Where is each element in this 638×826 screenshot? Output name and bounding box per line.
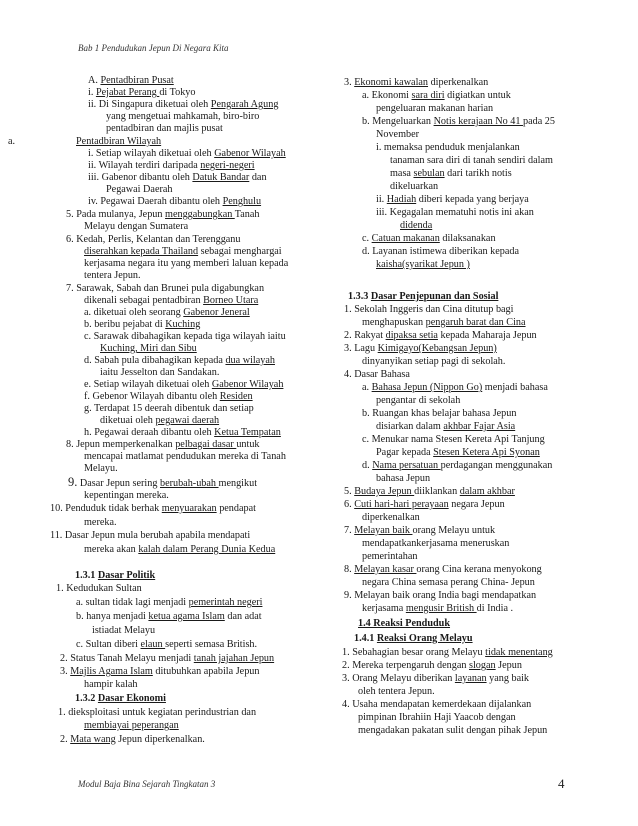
underlined-term: Gabenor Jeneral [183,307,250,318]
text-segment: 2. Status Tanah Melayu menjadi [60,653,194,664]
text-segment: dan [249,172,267,183]
text-segment: c. Menukar nama Stesen Kereta Api Tanjung [362,434,545,445]
text-segment: yang mengetuai mahkamah, biro-biro [106,111,260,122]
text-segment: istiadat Melayu [92,625,156,636]
right-line-pemerintahan [362,551,417,563]
text-segment: Jepun [495,660,522,671]
right-line-diperkenalkan [362,512,420,524]
text-segment: digiatkan untuk [444,90,511,101]
text-segment: kerjasama [362,603,406,614]
right-line-menghapuskan-pengaruh-barat-dan-cina [362,317,526,329]
underlined-term: Pentadbiran Pusat [100,75,174,86]
text-segment: 4. Usaha mendapatan kemerdekaan dijalankan [342,699,532,710]
text-segment: d. Sabah pula dibahagikan kepada [84,355,226,366]
right-line-november [376,129,419,141]
underlined-term: Majlis Agama Islam [70,666,153,677]
text-segment: pemerintahan [362,551,418,562]
text-segment: pada 25 [522,116,555,127]
page-footer: Modul Baja Bina Sejarah Tingkatan 3 [78,779,216,789]
underlined-term: Pejabat Perang [95,87,160,98]
underlined-term: didenda [400,220,433,231]
text-segment: pentadbiran dan majlis pusat [106,123,223,134]
right-line-kerjasama-mengusir-british-di-india [362,603,513,615]
underlined-term: Stesen Ketera Api Syonan [433,447,540,458]
text-segment: f. Gebenor Wilayah dibantu oleh [84,391,220,402]
text-segment: iv. Pegawai Daerah dibantu oleh [88,196,223,207]
right-line-2-mereka-terpengaruh-dengan-slogan-jepun [342,660,522,672]
text-segment: 1. Sekolah Inggeris dan Cina ditutup bagi [344,304,514,315]
right-line-d-nama-persatuan-perdagangan-menggunakan [362,460,552,472]
right-line-8-melayan-kasar-orang-cina-kerana-menyok [344,564,542,576]
text-segment: 1. Sebahagian besar orang Melayu [342,647,486,658]
right-line-pagar-kepada-stesen-ketera-api-syonan [376,447,540,459]
right-line-kaisha-syarikat-jepun [376,259,470,271]
right-line-1-4-reaksi-penduduk [358,618,450,630]
right-line-b-ruangan-khas-belajar-bahasa-jepun [362,408,516,420]
right-line-negara-china-semasa-perang-china-jepun [362,577,535,589]
underlined-term: Kuching [165,319,201,330]
right-line-ii-hadiah-diberi-kepada-yang-berjaya [376,194,529,206]
text-segment: menjadi bahasa [482,382,548,393]
underlined-term: Dasar Penjepunan dan Sosial [370,291,499,302]
text-segment: dikeluarkan [390,181,439,192]
text-segment: 1.3.2 [75,693,96,704]
text-segment: d. Layanan istimewa diberikan kepada [362,246,519,257]
text-segment: ii. Di Singapura diketuai oleh [88,99,211,110]
underlined-term: menyuarakan [161,503,217,514]
text-segment: dikenali sebagai pentadbiran [84,295,204,306]
text-segment: c. [362,233,372,244]
text-segment: di Tokyo [159,87,196,98]
text-segment: c. Sultan diberi [76,639,141,650]
right-line-pengantar-di-sekolah [376,395,460,407]
text-segment: a. [8,136,16,147]
text-segment: 2. Mereka terpengaruh dengan [342,660,470,671]
right-line-1-4-1-reaksi-orang-melayu [354,633,473,645]
text-segment: iii. Kegagalan mematuhi notis ini akan [376,207,534,218]
underlined-term: elaun [140,639,166,650]
right-line-b-mengeluarkan-notis-kerajaan-no-41-pada [362,116,555,128]
underlined-term: pemerintah negeri [188,597,263,608]
text-segment: negara China semasa perang China- Jepun [362,577,535,588]
right-line-1-3-3-dasar-penjepunan-dan-sosial [348,291,498,303]
text-segment: 3. Lagu [344,343,378,354]
underlined-term: Penghulu [222,196,262,207]
text-segment: 8. Jepun memperkenalkan [66,439,176,450]
page-number: 4 [558,776,565,791]
text-segment: seperti semasa British. [165,639,258,650]
underlined-term: Nama persatuan [372,460,441,471]
text-segment: i. Setiap wilayah diketuai oleh [88,148,215,159]
right-line-a-ekonomi-sara-diri-digiatkan-untuk [362,90,511,102]
right-line-bahasa-jepun [376,473,430,485]
text-segment: sebagai menghargai [198,246,282,257]
underlined-term: membiayai peperangan [84,720,179,731]
underlined-term: Melayan baik [354,525,413,536]
text-segment: 1. Kedudukan Sultan [56,583,142,594]
underlined-term: mengusir British [405,603,477,614]
text-segment: b. Mengeluarkan [362,116,434,127]
text-segment: Pagar kepada [376,447,434,458]
text-segment: i. [88,87,96,98]
text-segment: dan adat [224,611,262,622]
text-segment: hampir kalah [84,679,138,690]
text-segment: d. [362,460,373,471]
text-segment: pengantar di sekolah [376,395,461,406]
text-segment: tanaman sara diri di tanah sendiri dalam [390,155,553,166]
text-segment: untuk [236,439,260,450]
right-line-tanaman-sara-diri-di-tanah-sendiri-dalam [390,155,553,167]
text-segment: g. Terdapat 15 deerah dibentuk dan setiap [84,403,254,414]
text-segment: di India . [476,603,514,614]
text-segment: tentera Jepun. [84,270,141,281]
text-segment: masa [390,168,414,179]
underlined-term: tidak menentang [485,647,553,658]
text-segment: 3. [344,77,355,88]
underlined-term: kalah dalam Perang Dunia Kedua [138,544,276,555]
text-segment: diketuai oleh [100,415,156,426]
text-segment: diberi kepada yang berjaya [416,194,529,205]
text-segment: Jepun diperkenalkan. [115,734,205,745]
text-segment: perdagangan menggunakan [440,460,553,471]
underlined-term: Catuan makanan [371,233,440,244]
text-segment: yang baik [486,673,530,684]
right-line-1-sekolah-inggeris-dan-cina-ditutup-bagi [344,304,513,316]
underlined-term: akhbar Fajar Asia [443,421,516,432]
text-segment: 2. [60,734,71,745]
text-segment: h. Pegawai deraah dibantu oleh [84,427,215,438]
text-segment: 1.3.1 [75,570,96,581]
underlined-term: Dasar Politik [97,570,156,581]
underlined-term: Budaya Jepun [354,486,415,497]
right-line-mendapatkankerjasama-meneruskan [362,538,509,550]
text-segment: mencapai matlamat pendudukan mereka di Tanah [84,451,286,462]
text-segment: A. [88,75,101,86]
text-segment: disiarkan dalam [376,421,444,432]
underlined-term: dipaksa setia [385,330,438,341]
underlined-term: layanan [454,673,487,684]
text-segment: kepada Maharaja Jepun [437,330,537,341]
right-line-mengadakan-pakatan-sulit-dengan-pihak-je [358,725,547,737]
underlined-term: menggabungkan [165,209,235,220]
underlined-term: Ketua Tempatan [214,427,281,438]
text-segment: ditubuhkan apabila Jepun [152,666,260,677]
right-line-oleh-tentera-jepun [358,686,435,698]
text-segment: a. diketuai oleh seorang [84,307,184,318]
right-line-3-ekonomi-kawalan-diperkenalkan [344,77,488,89]
text-segment: kerjasama negara itu yang memberi laluan kepada [84,258,289,269]
right-line-4-usaha-mendapatan-kemerdekaan-dijalanka [342,699,531,711]
underlined-term: pelbagai dasar [175,439,237,450]
text-segment: 5. Pada mulanya, Jepun [66,209,166,220]
text-segment: 9. [68,475,78,489]
text-segment: negara Jepun [448,499,505,510]
text-segment: 10. Penduduk tidak berhak [50,503,162,514]
text-segment: November [376,129,419,140]
underlined-term: Notis kerajaan No 41 [433,116,523,127]
text-segment: kepentingan mereka. [84,490,169,501]
text-segment: ii. Wilayah terdiri daripada [88,160,201,171]
right-line-didenda [400,220,432,232]
underlined-term: 1.4 Reaksi Penduduk [358,618,451,629]
text-segment: orang Cina kerana menyokong [416,564,542,575]
text-segment: mengadakan pakatan sulit dengan pihak Jepun [358,725,548,736]
text-segment: 6. [344,499,355,510]
underlined-term: sara diri [411,90,445,101]
text-segment: dilaksanakan [439,233,496,244]
text-segment: Melayu. [84,463,118,474]
right-line-masa-sebulan-dari-tarikh-notis [390,168,512,180]
text-segment: Dasar Jepun sering [77,478,160,489]
right-line-i-memaksa-penduduk-menjalankan [376,142,520,154]
text-segment: 11. Dasar Jepun mula berubah apabila mendapati [50,530,251,541]
right-line-dikeluarkan [390,181,438,193]
underlined-term: pengaruh barat dan Cina [425,317,526,328]
right-line-pengeluaran-makanan-harian [376,103,493,115]
right-line-5-budaya-jepun-diiklankan-dalam-akhbar [344,486,515,498]
text-segment: mereka akan [84,544,139,555]
right-line-iii-kegagalan-mematuhi-notis-ini-akan [376,207,534,219]
underlined-term: pegawai daerah [155,415,220,426]
underlined-term: Gabenor Wilayah [211,379,284,390]
text-segment: 1.3.3 [348,291,369,302]
text-segment: c. Sarawak dibahagikan kepada tiga wilayah iaitu [84,331,286,342]
underlined-term: Mata wang [70,734,116,745]
right-line-9-melayan-baik-orang-india-bagi-mendapat [344,590,536,602]
text-segment: i. memaksa penduduk menjalankan [376,142,520,153]
text-segment: b. Ruangan khas belajar bahasa Jepun [362,408,517,419]
text-segment: Tanah [234,209,260,220]
underlined-term: Gabenor Wilayah [214,148,286,159]
right-line-6-cuti-hari-hari-perayaan-negara-jepun [344,499,505,511]
underlined-term: Hadiah [386,194,417,205]
underlined-term: Kimigayo(Kebangsan Jepun) [377,343,497,354]
text-segment: e. Setiap wilayah diketuai oleh [84,379,212,390]
right-line-disiarkan-dalam-akhbar-fajar-asia [376,421,515,433]
underlined-term: tanah jajahan Jepun [193,653,275,664]
text-segment: pengeluaran makanan harian [376,103,494,114]
text-segment: a. Ekonomi [362,90,412,101]
underlined-term: slogan [469,660,496,671]
text-segment: ii. [376,194,387,205]
text-segment: 8. [344,564,355,575]
text-segment: a. sultan tidak lagi menjadi [76,597,189,608]
right-line-a-bahasa-jepun-nippon-go-menjadi-bahasa [362,382,548,394]
text-segment: diperkenalkan [362,512,420,523]
right-line-d-layanan-istimewa-diberikan-kepada [362,246,519,258]
text-segment: 6. Kedah, Perlis, Kelantan dan Terengganu [66,234,241,245]
text-segment: pendapat [216,503,256,514]
right-line-3-lagu-kimigayo-kebangsan-jepun [344,343,497,355]
right-line-c-catuan-makanan-dilaksanakan [362,233,496,245]
text-segment: 2. Rakyat [344,330,386,341]
text-segment: pimpinan Ibrahiin Haji Yaacob dengan [358,712,516,723]
underlined-term: Kuching, Miri dan Sibu [100,343,197,354]
text-segment: diiklankan [414,486,460,497]
right-line-dinyanyikan-setiap-pagi-di-sekolah [362,356,505,368]
text-segment: Melayu dengan Sumatera [84,221,189,232]
right-line-3-orang-melayu-diberikan-layanan-yang-ba [342,673,529,685]
text-segment: diperkenalkan [428,77,489,88]
underlined-term: diserahkan kepada Thailand [84,246,199,257]
right-line-4-dasar-bahasa [344,369,410,381]
text-segment: b. beribu pejabat di [84,319,166,330]
text-segment: Pegawai Daerah [106,184,173,195]
underlined-term: Residen [219,391,253,402]
text-segment: a. [362,382,372,393]
text-segment: 4. Dasar Bahasa [344,369,410,380]
text-segment: mengikut [218,478,258,489]
text-segment: 3. [60,666,71,677]
text-segment: orang Melayu untuk [412,525,496,536]
text-segment: 9. Melayan baik orang India bagi mendapatkan [344,590,537,601]
underlined-term: Pentadbiran Wilayah [76,136,162,147]
underlined-term: sebulan [413,168,445,179]
text-segment: iii. Gabenor dibantu oleh [88,172,193,183]
right-line-c-menukar-nama-stesen-kereta-api-tanjung [362,434,545,446]
text-segment: 3. Orang Melayu diberikan [342,673,455,684]
underlined-term: kaisha(syarikat Jepun ) [376,259,470,270]
underlined-term: dua wilayah [225,355,275,366]
text-segment: oleh tentera Jepun. [358,686,435,697]
underlined-term: Datuk Bandar [192,172,250,183]
underlined-term: Reaksi Orang Melayu [376,633,473,644]
underlined-term: negeri-negeri [200,160,255,171]
underlined-term: Melayan kasar [354,564,417,575]
text-segment: dinyanyikan setiap pagi di sekolah. [362,356,506,367]
underlined-term: Ekonomi kawalan [354,77,429,88]
text-segment: 5. [344,486,355,497]
text-segment: b. hanya menjadi [76,611,149,622]
text-segment: mendapatkankerjasama meneruskan [362,538,510,549]
right-line-7-melayan-baik-orang-melayu-untuk [344,525,495,537]
underlined-term: Bahasa Jepun (Nippon Go) [371,382,483,393]
underlined-term: Pengarah Agung [210,99,279,110]
text-segment: 1.4.1 [354,633,375,644]
text-segment: iaitu Jesselton dan Sandakan. [100,367,220,378]
underlined-term: dalam akhbar [459,486,515,497]
underlined-term: berubah-ubah [159,478,219,489]
text-segment: menghapuskan [362,317,426,328]
text-segment: 1. dieksploitasi untuk kegiatan perindustrian dan [58,707,257,718]
text-segment: 7. [344,525,355,536]
underlined-term: Dasar Ekonomi [97,693,166,704]
right-line-2-rakyat-dipaksa-setia-kepada-maharaja-j [344,330,537,342]
right-line-pimpinan-ibrahiin-haji-yaacob-dengan [358,712,516,724]
text-segment: 7. Sarawak, Sabah dan Brunei pula digabungkan [66,283,265,294]
underlined-term: Cuti hari-hari perayaan [354,499,449,510]
underlined-term: ketua agama Islam [148,611,225,622]
underlined-term: Borneo Utara [203,295,259,306]
page-header: Bab 1 Pendudukan Jepun Di Negara Kita [78,43,229,53]
text-segment: dari tarikh notis [444,168,512,179]
text-segment: mereka. [84,517,117,528]
text-segment: bahasa Jepun [376,473,431,484]
right-line-1-sebahagian-besar-orang-melayu-tidak-me [342,647,553,659]
